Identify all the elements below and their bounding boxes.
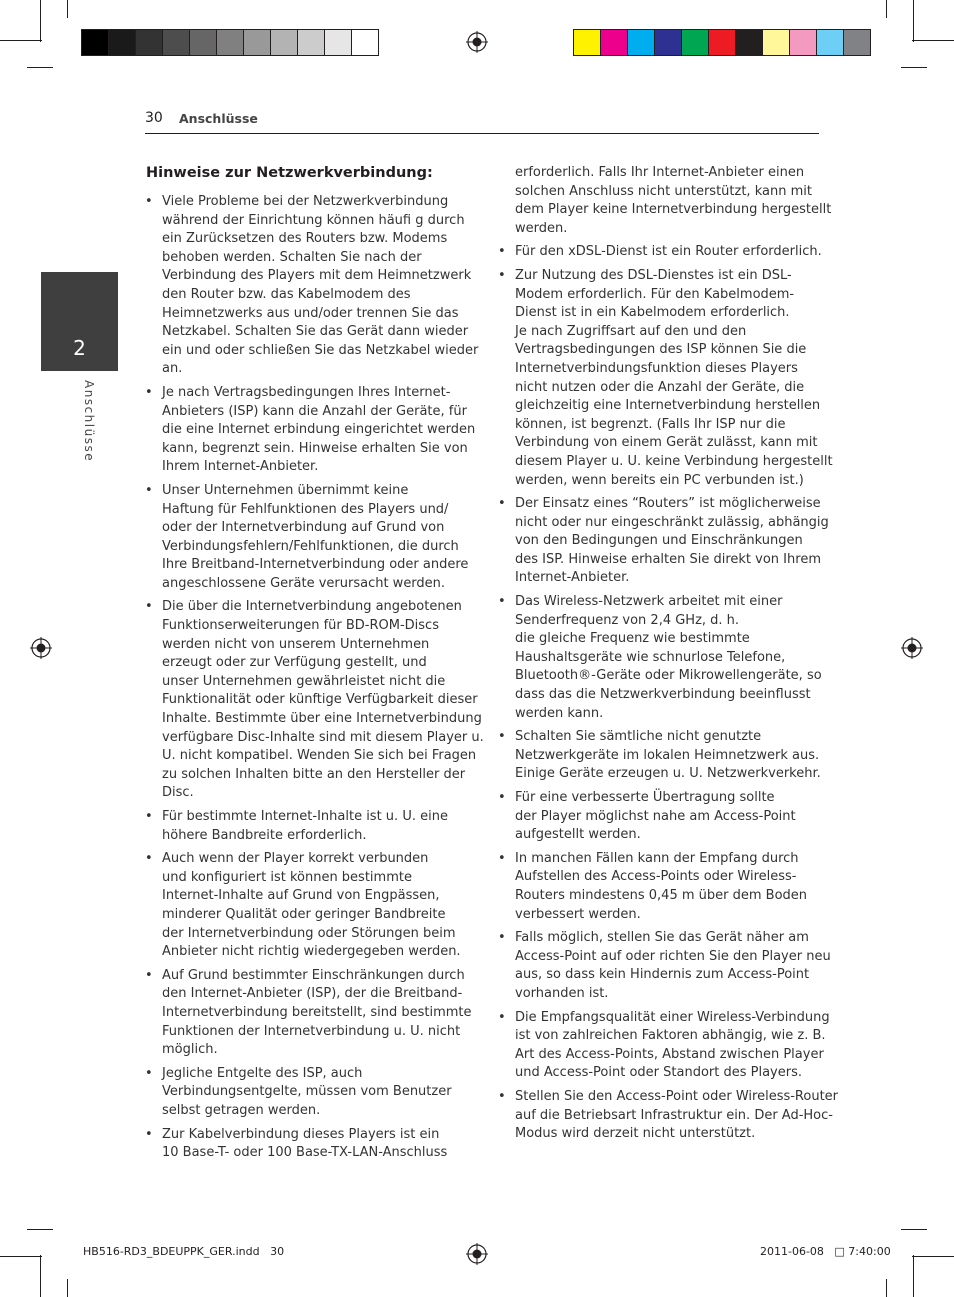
section-title: Anschlüsse: [179, 111, 258, 126]
list-item: [145, 384, 475, 477]
color-swatch: [573, 29, 601, 56]
text-line: Anbieters (ISP) kann die Anzahl der Geräte, für: [162, 403, 467, 419]
list-item: [145, 967, 475, 1060]
text-line: die gleiche Frequenz wie bestimmte: [515, 631, 750, 647]
list-item: [145, 598, 484, 803]
text-line: Vertragsbedingungen des ISP können Sie die: [515, 342, 807, 358]
color-swatch: [789, 29, 817, 56]
text-line: Funktionserweiterungen für BD-ROM-Discs: [162, 618, 439, 634]
crop-mark: [0, 1256, 42, 1257]
text-line: Modus wird derzeit nicht unterstützt.: [515, 1126, 756, 1142]
color-swatch: [216, 29, 244, 56]
list-item: [145, 482, 475, 594]
continuation-paragraph: [498, 164, 832, 238]
text-line: dem Player keine Internetverbindung hergestellt: [515, 202, 832, 218]
text-line: verbessert werden.: [515, 906, 641, 922]
text-line: • Für den xDSL-Dienst ist ein Router erforderlich.: [515, 244, 822, 260]
text-line: Modem erforderlich. Für den Kabelmodem-: [515, 286, 795, 302]
crop-mark: [901, 1229, 927, 1230]
text-line: gleichzeitig eine Internetverbindung herstellen: [515, 398, 821, 414]
text-line: Art des Access-Points, Abstand zwischen Player: [515, 1046, 824, 1062]
text-line: von den Bedingungen und Einschränkungen: [515, 533, 803, 549]
text-line: • Auch wenn der Player korrekt verbunden: [162, 851, 429, 867]
color-swatch: [108, 29, 136, 56]
text-line: Routers mindestens 0,45 m über dem Boden: [515, 887, 808, 903]
text-line: erforderlich. Falls Ihr Internet-Anbieter einen: [515, 165, 805, 180]
text-line: werden.: [515, 220, 568, 236]
note-list: [498, 243, 839, 1143]
text-line: • Die über die Internetverbindung angebotenen: [162, 599, 462, 615]
text-line: Bluetooth®-Geräte oder Mikrowellengeräte, so: [515, 668, 822, 684]
color-swatch: [351, 29, 379, 56]
text-line: U. nicht kompatibel. Wenden Sie sich bei Fragen: [162, 748, 477, 764]
text-line: • In manchen Fällen kann der Empfang durch: [515, 850, 799, 866]
text-line: Verbindung von einem Gerät zulässt, kann mit: [515, 435, 818, 451]
text-line: diesem Player u. U. keine Verbindung hergestellt: [515, 453, 833, 469]
text-line: und Access-Point oder Standort des Players.: [515, 1065, 802, 1081]
left-column: [145, 193, 484, 1168]
color-swatch: [324, 29, 352, 56]
text-line: Aufstellen des Access-Points oder Wireless-: [515, 869, 797, 885]
crop-mark: [886, 1279, 887, 1297]
text-line: Access-Point auf oder richten Sie den Player neu: [515, 948, 831, 964]
list-item: [498, 243, 828, 262]
list-item: [498, 850, 828, 924]
color-swatch: [162, 29, 190, 56]
color-swatch: [135, 29, 163, 56]
text-line: • Je nach Vertragsbedingungen Ihres Internet-: [162, 384, 451, 400]
list-item: [145, 850, 475, 962]
list-item: [498, 593, 828, 723]
crop-mark: [886, 0, 887, 18]
text-line: • Jegliche Entgelte des ISP, auch: [162, 1065, 363, 1081]
text-line: den Internet-Anbieter (ISP), der die Breitband-: [162, 986, 463, 1002]
color-swatch: [843, 29, 871, 56]
crop-mark: [27, 1229, 53, 1230]
text-line: Haushaltsgeräte wie schnurlose Telefone,: [515, 649, 786, 665]
text-line: Heimnetzwerks aus und/oder trennen Sie das: [162, 305, 459, 321]
text-line: ein Zurücksetzen des Routers bzw. Modems: [162, 231, 448, 247]
text-line: • Der Einsatz eines “Routers” ist möglicherweise: [515, 496, 821, 512]
text-line: höhere Bandbreite erforderlich.: [162, 827, 367, 843]
crop-mark: [901, 67, 927, 68]
registration-mark-icon: [466, 31, 488, 53]
text-line: minderer Qualität oder geringer Bandbreite: [162, 906, 446, 922]
list-item: [145, 1065, 475, 1121]
text-line: Senderfrequenz von 2,4 GHz, d. h.: [515, 612, 740, 628]
text-line: angeschlossene Geräte verursacht werden.: [162, 575, 446, 591]
text-line: der Player möglichst nahe am Access-Point: [515, 808, 796, 824]
crop-mark: [0, 40, 42, 41]
text-line: Anbieter nicht richtig wiedergegeben werden.: [162, 944, 461, 960]
text-line: Netzkabel. Schalten Sie das Gerät dann wieder: [162, 324, 469, 340]
text-line: aus, so dass kein Hindernis zum Access-Point: [515, 967, 810, 983]
crop-mark: [912, 1256, 954, 1257]
text-line: Internetverbindungsfunktion dieses Players: [515, 360, 798, 376]
text-line: • Schalten Sie sämtliche nicht genutzte: [515, 729, 762, 745]
text-line: solchen Anschluss nicht unterstützt, kann mit: [515, 183, 812, 199]
color-swatch: [654, 29, 682, 56]
text-line: zu solchen Inhalten bitte an den Hersteller der: [162, 766, 466, 782]
text-line: an.: [162, 361, 183, 377]
list-item: [145, 193, 479, 379]
registration-mark-icon: [901, 637, 923, 659]
text-line: während der Einrichtung können häufi g durch: [162, 212, 465, 228]
text-line: möglich.: [162, 1042, 218, 1058]
text-line: Dienst ist in ein Kabelmodem erforderlich.: [515, 305, 790, 321]
crop-mark: [27, 67, 53, 68]
text-line: die eine Internet erbindung eingerichtet werden: [162, 422, 476, 438]
text-line: • Zur Kabelverbindung dieses Players ist ein: [162, 1126, 440, 1142]
list-item: [145, 1126, 475, 1163]
text-line: werden, wenn bereits ein PC verbunden ist.): [515, 472, 804, 488]
text-line: • Auf Grund bestimmter Einschränkungen durch: [162, 967, 465, 983]
crop-mark: [67, 0, 68, 18]
text-line: Funktionen der Internetverbindung u. U. nicht: [162, 1023, 461, 1039]
text-line: Netzwerkgeräte im lokalen Heimnetzwerk aus.: [515, 747, 820, 763]
text-line: Inhalte. Bestimmte über eine Internetverbindung: [162, 711, 482, 727]
text-line: vorhanden ist.: [515, 985, 609, 1001]
text-line: unser Unternehmen gewährleistet nicht die: [162, 673, 446, 689]
color-swatch: [81, 29, 109, 56]
text-line: Disc.: [162, 785, 194, 801]
crop-mark: [67, 1279, 68, 1297]
text-line: Internet-Anbieter.: [515, 570, 630, 586]
text-line: nicht oder nur eingeschränkt zulässig, abhängig: [515, 514, 829, 530]
header-rule: [145, 133, 819, 134]
text-line: oder der Internetverbindung auf Grund von: [162, 520, 445, 536]
section-heading: Hinweise zur Netzwerkverbindung:: [146, 165, 433, 181]
list-item: [498, 495, 828, 588]
text-line: Verbindung des Players mit dem Heimnetzwerk: [162, 268, 472, 284]
text-line: Internetverbindung bereitstellt, sind bestimmte: [162, 1004, 472, 1020]
color-swatch: [816, 29, 844, 56]
text-line: • Das Wireless-Netzwerk arbeitet mit einer: [515, 594, 783, 610]
footer-timestamp: [760, 1245, 891, 1258]
text-line: Einige Geräte erzeugen u. U. Netzwerkverkehr.: [515, 766, 821, 782]
text-line: • Stellen Sie den Access-Point oder Wireless-Router: [515, 1088, 839, 1104]
text-line: selbst getragen werden.: [162, 1102, 321, 1118]
footer-filename: HB516-RD3_BDEUPPK_GER.indd 30: [83, 1245, 285, 1258]
text-line: und konfiguriert ist können bestimmte: [162, 869, 412, 885]
text-line: • Für eine verbesserte Übertragung sollte: [515, 790, 775, 805]
text-line: Ihre Breitband-Internetverbindung oder andere: [162, 557, 469, 573]
registration-mark-icon: [30, 637, 52, 659]
text-line: Verbindungsentgelte, müssen vom Benutzer: [162, 1084, 452, 1100]
color-swatch: [735, 29, 763, 56]
note-list: [145, 193, 484, 1163]
color-swatch: [189, 29, 217, 56]
chapter-number: 2: [73, 336, 86, 360]
text-line: auf die Betriebsart Infrastruktur ein. Der Ad-Hoc-: [515, 1107, 833, 1123]
text-line: können, ist begrenzt. (Falls Ihr ISP nur die: [515, 416, 786, 432]
text-line: den Router bzw. das Kabelmodem des: [162, 286, 411, 302]
crop-mark: [40, 0, 41, 42]
list-item: [498, 267, 833, 490]
text-line: • Zur Nutzung des DSL-Dienstes ist ein DSL-: [515, 267, 792, 283]
text-line: • Die Empfangsqualität einer Wireless-Verbindung: [515, 1009, 830, 1025]
page-number: 30: [145, 110, 163, 126]
text-line: ein und oder schließen Sie das Netzkabel wieder: [162, 342, 479, 358]
text-line: ist von zahlreichen Faktoren abhängig, wie z. B.: [515, 1028, 826, 1044]
list-item: [145, 808, 475, 845]
text-line: aufgestellt werden.: [515, 827, 641, 843]
color-swatch: [681, 29, 709, 56]
text-line: • Für bestimmte Internet-Inhalte ist u. U. eine: [162, 809, 448, 824]
text-line: Je nach Zugriffsart auf den und den: [515, 323, 747, 339]
text-line: Internet-Inhalte auf Grund von Engpässen,: [162, 888, 440, 904]
text-line: Funktionalität oder künftige Verfügbarkeit dieser: [162, 692, 478, 708]
crop-mark: [40, 1255, 41, 1297]
text-line: • Unser Unternehmen übernimmt keine: [162, 482, 409, 498]
list-item: [498, 728, 828, 784]
text-line: des ISP. Hinweise erhalten Sie direkt von Ihrem: [515, 551, 821, 567]
list-item: [498, 1009, 828, 1083]
list-item: [498, 929, 831, 1003]
text-line: Ihrem Internet-Anbieter.: [162, 459, 319, 475]
text-line: 10 Base-T- oder 100 Base-TX-LAN-Anschluss: [162, 1145, 448, 1161]
color-swatch: [627, 29, 655, 56]
text-line: dass das die Netzwerkverbindung beeinflusst: [515, 687, 811, 703]
text-line: nicht nutzen oder die Anzahl der Geräte, die: [515, 379, 805, 395]
footer-date: 2011-06-08 □ 7:40:00: [760, 1245, 891, 1258]
crop-mark: [912, 40, 954, 41]
text-line: behoben werden. Schalten Sie nach der: [162, 249, 422, 265]
text-line: kann, begrenzt sein. Hinweise erhalten Sie von: [162, 440, 468, 456]
registration-mark-icon: [466, 1243, 488, 1265]
color-swatch: [270, 29, 298, 56]
text-line: erzeugt oder zur Verfügung gestellt, und: [162, 655, 427, 671]
crop-mark: [913, 0, 914, 42]
text-line: Verbindungsfehlern/Fehlfunktionen, die durch: [162, 538, 459, 554]
text-line: Haftung für Fehlfunktionen des Players und/: [162, 501, 449, 517]
color-swatch: [243, 29, 271, 56]
color-swatch: [708, 29, 736, 56]
color-swatch: [600, 29, 628, 56]
text-line: werden kann.: [515, 705, 604, 721]
color-swatch: [762, 29, 790, 56]
crop-mark: [913, 1255, 914, 1297]
right-column: [498, 164, 839, 1149]
text-line: verfügbare Disc-Inhalte sind mit diesem Player u.: [162, 729, 484, 745]
text-line: werden nicht von unserem Unternehmen: [162, 636, 430, 652]
chapter-label: Anschlüsse: [82, 380, 96, 463]
list-item: [498, 789, 828, 845]
text-line: • Falls möglich, stellen Sie das Gerät näher am: [515, 930, 809, 946]
text-line: der Internetverbindung oder Störungen beim: [162, 925, 456, 941]
text-line: • Viele Probleme bei der Netzwerkverbindung: [162, 194, 449, 209]
color-swatch: [297, 29, 325, 56]
list-item: [498, 1088, 839, 1144]
